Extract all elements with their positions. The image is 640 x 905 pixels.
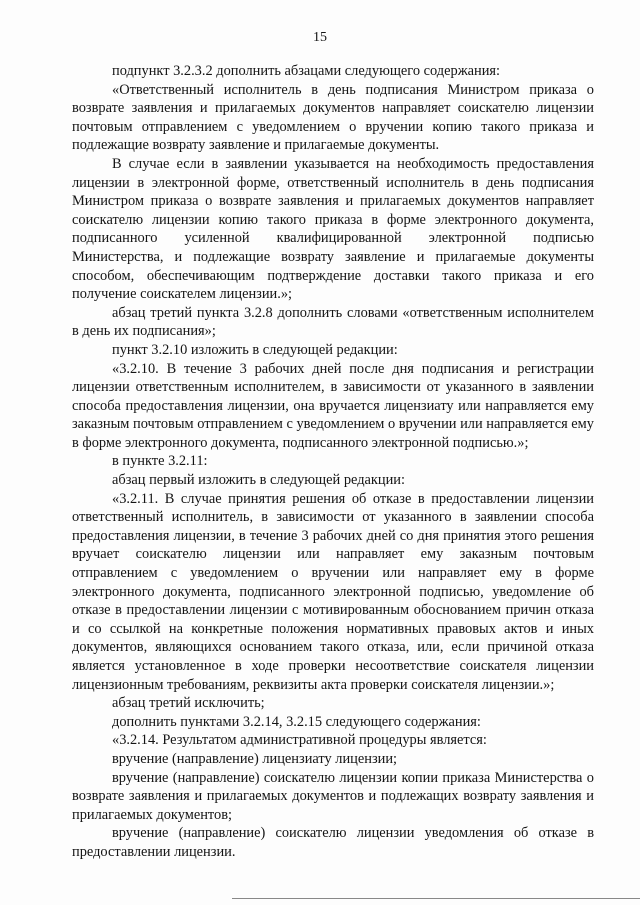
paragraph: подпункт 3.2.3.2 дополнить абзацами следующего содержания: [112, 63, 501, 79]
paragraph: вручение (направление) соискателю лицензии уведомления об отказе в предоставлении лицензии. [72, 825, 594, 860]
paragraph: вручение (направление) соискателю лицензии копии приказа Министерства о возврате заявления и прилагаемых документов и подлежащих возврату заявления и прилагаемых документов; [72, 769, 594, 823]
paragraph: «3.2.11. В случае принятия решения об отказе в предоставлении лицензии ответственный исполнитель, в зависимости от указанного в заявлении способа предоставления лицензии, в течение 3 рабочих дней со дня принятия этого решения вручает соискателю лицензии или направляет ему заказным почтовым отправлением с уведомлением о вручении или направляет ему в форме электронного документа, подписанного электронной подписью, уведомление об отказе в предоставлении лицензии с мотивированным обоснованием причин отказа и со ссылкой на конкретные положения нормативных правовых актов и иных документов, являющихся основанием такого отказа, или, если причиной отказа является установленное в ходе проверки несоответствие соискателя лицензии лицензионным требованиям, реквизиты акта проверки соискателя лицензии.»; [72, 490, 594, 693]
paragraph: пункт 3.2.10 изложить в следующей редакции: [112, 341, 398, 358]
paragraph: абзац первый изложить в следующей редакции: [112, 472, 406, 489]
paragraph: «3.2.10. В течение 3 рабочих дней после дня подписания и регистрации лицензии ответственным исполнителем, в зависимости от указанного в заявлении способа предоставления лицензии, она вручается лицензиату или направляется ему заказным почтовым отправлением с уведомлением о вручении или направляется ему в форме электронного документа, подписанного электронной подписью.»; [72, 360, 594, 451]
paragraph: абзац третий исключить; [112, 695, 265, 712]
page-number: 15 [313, 30, 327, 45]
scan-edge-line [232, 898, 640, 899]
paragraph: вручение (направление) лицензиату лицензии; [112, 750, 398, 767]
paragraph: дополнить пунктами 3.2.14, 3.2.15 следующего содержания: [112, 713, 481, 730]
paragraph: В случае если в заявлении указывается на необходимость предоставления лицензии в электронной форме, ответственный исполнитель в день подписания Министром приказа о возврате заявления и прилагаемых документов направляет соискателю лицензии копию такого приказа в форме электронного документа, подписанного усиленной квалифицированной электронной подписью Министерства, и подлежащие возврату заявление и прилагаемые документы способом, обеспечивающим подтверждение доставки такого приказа и его получение соискателем лицензии.»; [72, 155, 594, 303]
paragraph: «3.2.14. Результатом административной процедуры является: [112, 732, 487, 749]
paragraph: в пункте 3.2.11: [112, 453, 208, 470]
paragraph: абзац третий пункта 3.2.8 дополнить словами «ответственным исполнителем в день их подписания»; [72, 304, 594, 340]
document-body [72, 62, 594, 862]
paragraph: «Ответственный исполнитель в день подписания Министром приказа о возврате заявления и прилагаемых документов направляет соискателю лицензии почтовым отправлением с уведомлением о вручении копию такого приказа и подлежащие возврату заявление и прилагаемые документы. [72, 81, 594, 154]
